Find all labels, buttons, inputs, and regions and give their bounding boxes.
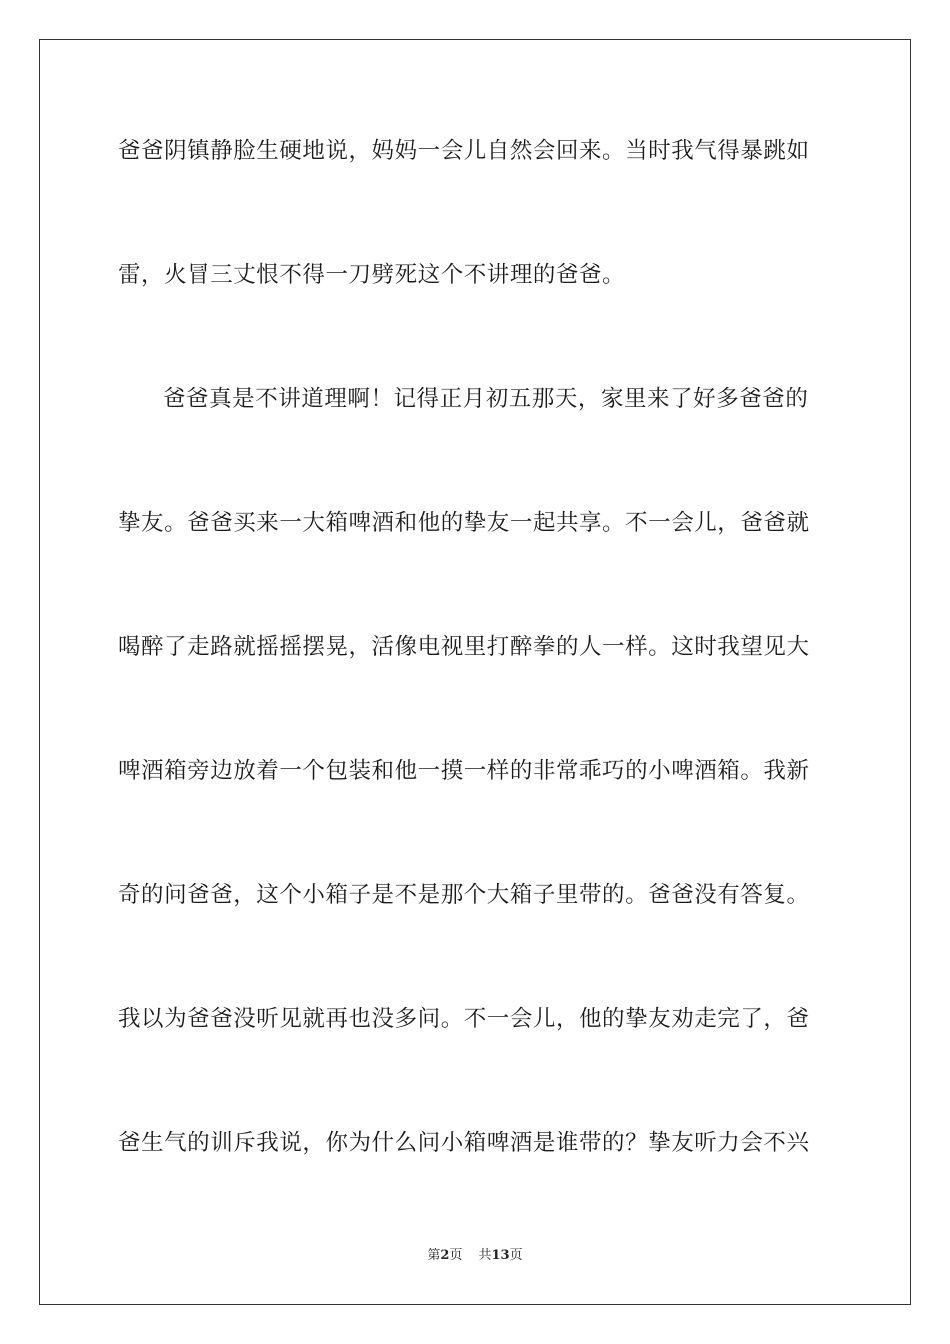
text-line-9: 爸生气的训斥我说，你为什么问小箱啤酒是谁带的？挚友听力会不兴	[118, 1130, 810, 1156]
total-suffix: 页	[509, 1248, 523, 1263]
page-prefix: 第	[427, 1248, 441, 1263]
text-line-7: 奇的问爸爸，这个小箱子是不是那个大箱子里带的。爸爸没有答复。	[118, 882, 810, 908]
page-footer	[0, 1247, 950, 1265]
text-line-4: 挚友。爸爸买来一大箱啤酒和他的挚友一起共享。不一会儿，爸爸就	[118, 510, 810, 536]
page-suffix: 页	[449, 1248, 463, 1263]
total-prefix: 共	[478, 1248, 492, 1263]
page-border	[39, 39, 911, 1305]
text-line-3: 爸爸真是不讲道理啊！记得正月初五那天，家里来了好多爸爸的	[163, 386, 809, 412]
text-line-2: 雷，火冒三丈恨不得一刀劈死这个不讲理的爸爸。	[118, 262, 626, 288]
total-pages: 13	[491, 1248, 510, 1263]
page-number: 2	[440, 1248, 450, 1263]
text-line-8: 我以为爸爸没听见就再也没多问。不一会儿，他的挚友劝走完了，爸	[118, 1006, 810, 1032]
text-line-1: 爸爸阴镇静脸生硬地说，妈妈一会儿自然会回来。当时我气得暴跳如	[118, 138, 810, 164]
text-line-5: 喝醉了走路就摇摇摆晃，活像电视里打醉拳的人一样。这时我望见大	[118, 634, 810, 660]
text-line-6: 啤酒箱旁边放着一个包装和他一摸一样的非常乖巧的小啤酒箱。我新	[118, 758, 810, 784]
